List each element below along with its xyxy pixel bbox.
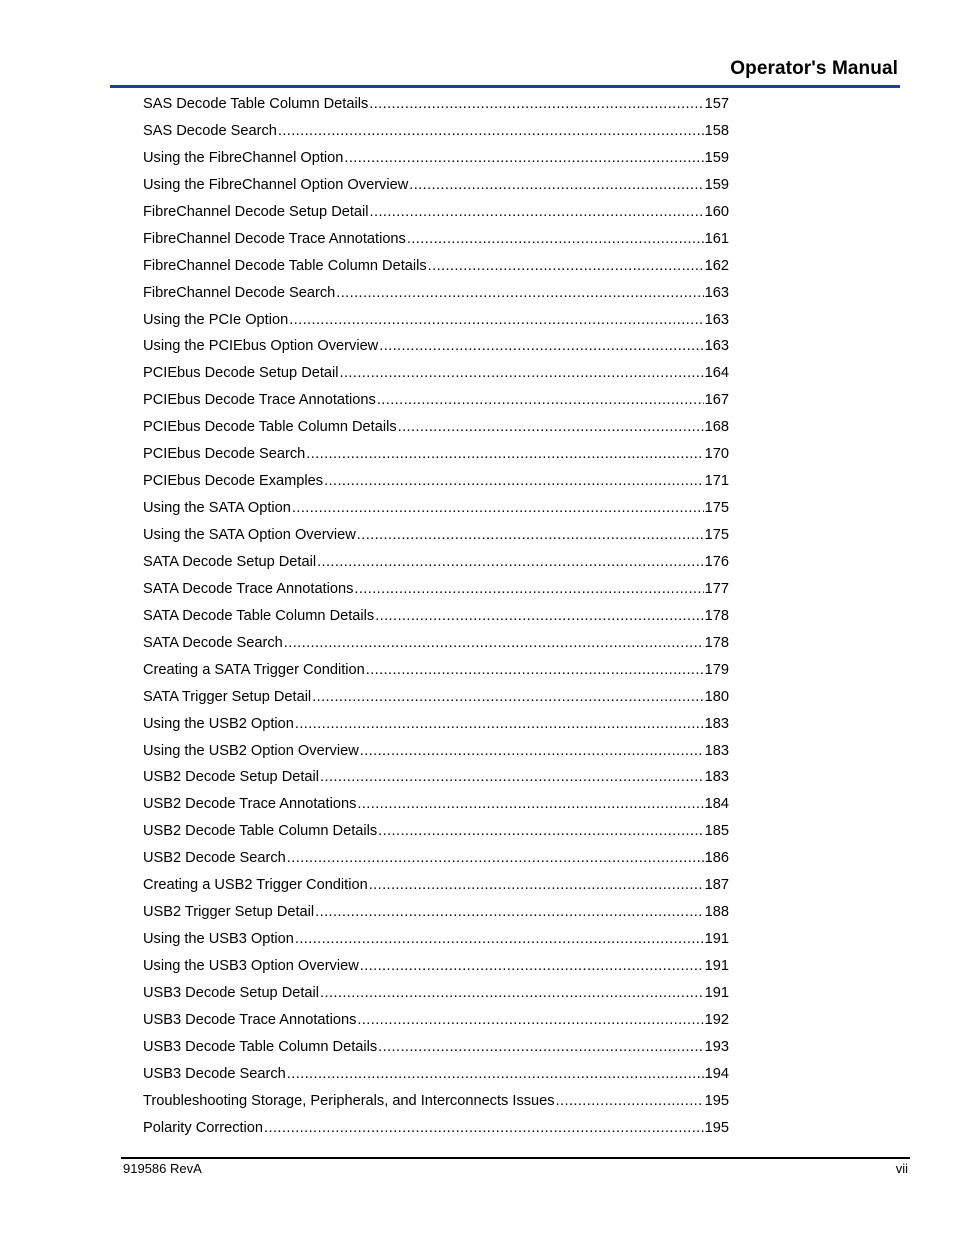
toc-dot-leader	[295, 926, 704, 953]
toc-entry-page: 180	[704, 688, 729, 705]
toc-entry[interactable]	[143, 172, 729, 199]
toc-entry-page: 160	[704, 203, 729, 220]
toc-entry-page: 171	[704, 473, 729, 490]
toc-dot-leader	[354, 576, 703, 603]
toc-entry[interactable]	[143, 226, 729, 253]
toc-entry-page: 192	[704, 1011, 729, 1028]
toc-dot-leader	[378, 818, 703, 845]
toc-dot-leader	[360, 953, 704, 980]
toc-entry[interactable]	[143, 280, 729, 307]
toc-entry-title: Using the USB3 Option Overview	[143, 958, 359, 974]
toc-entry[interactable]	[143, 549, 729, 576]
toc-entry-page: 179	[704, 661, 729, 678]
toc-entry[interactable]	[143, 414, 729, 441]
toc-entry[interactable]	[143, 199, 729, 226]
toc-entry[interactable]	[143, 522, 729, 549]
toc-entry-page: 195	[704, 1092, 729, 1109]
toc-dot-leader	[320, 980, 704, 1007]
toc-dot-leader	[306, 441, 703, 468]
toc-entry-title: Using the FibreChannel Option Overview	[143, 176, 409, 193]
toc-entry[interactable]	[143, 468, 729, 495]
toc-entry-title: Creating a USB2 Trigger Condition	[143, 877, 368, 894]
toc-entry-title: Using the PCIe Option	[143, 311, 289, 328]
toc-entry-page: 183	[704, 715, 729, 732]
toc-entry-page: 163	[704, 311, 729, 328]
toc-dot-leader	[312, 684, 703, 711]
toc-entry-page: 178	[704, 607, 729, 624]
toc-entry[interactable]	[143, 333, 729, 360]
toc-entry[interactable]	[143, 1088, 729, 1115]
toc-entry-title: PCIEbus Decode Search	[143, 446, 306, 463]
toc-entry-page: 168	[704, 419, 729, 436]
toc-entry-title: SATA Decode Search	[143, 634, 283, 651]
toc-entry-title: SAS Decode Table Column Details	[143, 96, 369, 112]
footer-divider	[121, 1157, 910, 1159]
toc-dot-leader	[324, 468, 704, 495]
toc-entry-title: FibreChannel Decode Search	[143, 284, 336, 301]
toc-entry[interactable]	[143, 899, 729, 926]
toc-dot-leader	[340, 360, 704, 387]
toc-dot-leader	[287, 1061, 704, 1088]
toc-dot-leader	[287, 845, 704, 872]
toc-dot-leader	[375, 603, 703, 630]
toc-dot-leader	[370, 199, 704, 226]
toc-entry-page: 175	[704, 527, 729, 543]
toc-entry[interactable]	[143, 603, 729, 630]
table-of-contents	[143, 91, 729, 1142]
toc-entry-page: 177	[704, 580, 729, 597]
toc-entry-page: 191	[704, 931, 729, 948]
toc-entry[interactable]	[143, 872, 729, 899]
toc-entry-title: FibreChannel Decode Trace Annotations	[143, 230, 406, 247]
toc-dot-leader	[379, 333, 703, 360]
toc-entry-title: Using the SATA Option	[143, 500, 291, 517]
toc-entry-page: 184	[704, 796, 729, 813]
toc-dot-leader	[278, 118, 704, 145]
footer-page-number: vii	[895, 1161, 908, 1176]
toc-dot-leader	[409, 172, 703, 199]
toc-dot-leader	[315, 899, 703, 926]
toc-entry-title: USB3 Decode Search	[143, 1065, 286, 1082]
toc-entry-title: Using the USB2 Option	[143, 715, 294, 732]
toc-entry[interactable]	[143, 630, 729, 657]
header-divider	[110, 85, 900, 88]
page-title: Operator's Manual	[730, 58, 898, 79]
toc-entry-page: 175	[704, 500, 729, 517]
toc-entry-page: 176	[704, 553, 729, 570]
toc-dot-leader	[289, 307, 703, 334]
toc-dot-leader	[284, 630, 704, 657]
toc-dot-leader	[366, 657, 704, 684]
toc-dot-leader	[295, 711, 704, 738]
toc-entry[interactable]	[143, 818, 729, 845]
toc-entry[interactable]	[143, 307, 729, 334]
toc-entry[interactable]	[143, 657, 729, 684]
toc-entry[interactable]	[143, 980, 729, 1007]
toc-entry-title: USB2 Decode Trace Annotations	[143, 796, 357, 813]
toc-entry-title: SAS Decode Search	[143, 122, 277, 139]
toc-entry[interactable]	[143, 953, 729, 980]
toc-entry-page: 178	[704, 634, 729, 651]
toc-entry-title: Troubleshooting Storage, Peripherals, and Interconnects Issues	[143, 1092, 555, 1109]
toc-entry[interactable]	[143, 1115, 729, 1142]
toc-entry-page: 162	[704, 257, 729, 274]
toc-entry[interactable]	[143, 441, 729, 468]
toc-entry[interactable]	[143, 145, 729, 172]
toc-entry-title: USB3 Decode Table Column Details	[143, 1038, 378, 1055]
toc-entry-page: 191	[704, 984, 729, 1001]
toc-entry-page: 167	[704, 392, 729, 409]
toc-entry-title: PCIEbus Decode Trace Annotations	[143, 392, 376, 409]
toc-entry[interactable]	[143, 764, 729, 791]
toc-entry[interactable]	[143, 1061, 729, 1088]
toc-entry[interactable]	[143, 926, 729, 953]
toc-entry[interactable]	[143, 91, 729, 118]
toc-entry-title: USB2 Decode Table Column Details	[143, 823, 378, 840]
toc-entry-title: Using the PCIEbus Option Overview	[143, 338, 379, 355]
toc-dot-leader	[428, 253, 704, 280]
toc-entry-title: FibreChannel Decode Table Column Details	[143, 257, 427, 274]
toc-entry-title: Using the USB3 Option	[143, 931, 294, 948]
toc-dot-leader	[556, 1088, 704, 1115]
toc-entry-page: 163	[704, 338, 729, 355]
toc-entry[interactable]	[143, 118, 729, 145]
toc-dot-leader	[398, 414, 704, 441]
toc-entry[interactable]	[143, 495, 729, 522]
toc-dot-leader	[320, 764, 704, 791]
toc-entry[interactable]	[143, 1007, 729, 1034]
toc-entry[interactable]	[143, 253, 729, 280]
toc-dot-leader	[344, 145, 703, 172]
toc-entry-page: 164	[704, 365, 729, 382]
toc-dot-leader	[369, 872, 704, 899]
toc-dot-leader	[377, 387, 704, 414]
toc-entry-page: 183	[704, 742, 729, 759]
toc-entry[interactable]	[143, 360, 729, 387]
toc-dot-leader	[292, 495, 704, 522]
toc-entry-page: 159	[704, 149, 729, 166]
toc-entry[interactable]	[143, 738, 729, 765]
toc-entry-title: SATA Decode Table Column Details	[143, 607, 375, 624]
toc-entry[interactable]	[143, 791, 729, 818]
toc-entry-title: SATA Trigger Setup Detail	[143, 688, 312, 705]
toc-entry-page: 170	[704, 446, 729, 463]
toc-entry-title: PCIEbus Decode Table Column Details	[143, 419, 397, 436]
toc-dot-leader	[264, 1115, 704, 1142]
toc-entry-title: Polarity Correction	[143, 1119, 264, 1136]
toc-entry-title: SATA Decode Setup Detail	[143, 553, 317, 570]
toc-entry-page: 193	[704, 1038, 729, 1055]
toc-entry-title: USB2 Decode Setup Detail	[143, 769, 320, 786]
toc-entry-title: SATA Decode Trace Annotations	[143, 580, 354, 597]
toc-entry-title: USB2 Decode Search	[143, 850, 286, 867]
toc-entry-page: 163	[704, 284, 729, 301]
toc-entry-title: USB3 Decode Setup Detail	[143, 984, 320, 1001]
toc-dot-leader	[407, 226, 704, 253]
toc-entry-title: PCIEbus Decode Examples	[143, 473, 324, 490]
toc-entry[interactable]	[143, 1034, 729, 1061]
toc-entry[interactable]	[143, 387, 729, 414]
toc-dot-leader	[357, 791, 703, 818]
toc-entry-page: 158	[704, 122, 729, 139]
toc-entry-page: 188	[704, 904, 729, 921]
toc-entry[interactable]	[143, 576, 729, 603]
toc-dot-leader	[378, 1034, 703, 1061]
toc-entry[interactable]	[143, 845, 729, 872]
toc-entry-title: PCIEbus Decode Setup Detail	[143, 365, 339, 382]
toc-entry-title: FibreChannel Decode Setup Detail	[143, 203, 369, 220]
toc-dot-leader	[317, 549, 704, 576]
toc-dot-leader	[357, 522, 704, 549]
toc-entry-title: Using the SATA Option Overview	[143, 527, 356, 543]
toc-entry-page: 185	[704, 823, 729, 840]
toc-entry-title: Using the FibreChannel Option	[143, 149, 344, 166]
toc-entry[interactable]	[143, 711, 729, 738]
toc-entry-title: USB2 Trigger Setup Detail	[143, 904, 315, 921]
toc-dot-leader	[360, 738, 704, 765]
toc-entry-page: 195	[704, 1119, 729, 1136]
toc-entry-title: Creating a SATA Trigger Condition	[143, 661, 365, 678]
toc-entry-page: 187	[704, 877, 729, 894]
toc-dot-leader	[369, 91, 703, 118]
toc-dot-leader	[336, 280, 703, 307]
toc-entry-page: 161	[704, 230, 729, 247]
toc-entry[interactable]	[143, 684, 729, 711]
toc-entry-page: 194	[704, 1065, 729, 1082]
toc-entry-page: 183	[704, 769, 729, 786]
footer-doc-id: 919586 RevA	[123, 1161, 202, 1176]
toc-dot-leader	[357, 1007, 703, 1034]
toc-entry-title: USB3 Decode Trace Annotations	[143, 1011, 357, 1028]
toc-entry-page: 191	[704, 958, 729, 974]
toc-entry-title: Using the USB2 Option Overview	[143, 742, 359, 759]
toc-entry-page: 157	[704, 96, 729, 112]
toc-entry-page: 159	[704, 176, 729, 193]
toc-entry-page: 186	[704, 850, 729, 867]
